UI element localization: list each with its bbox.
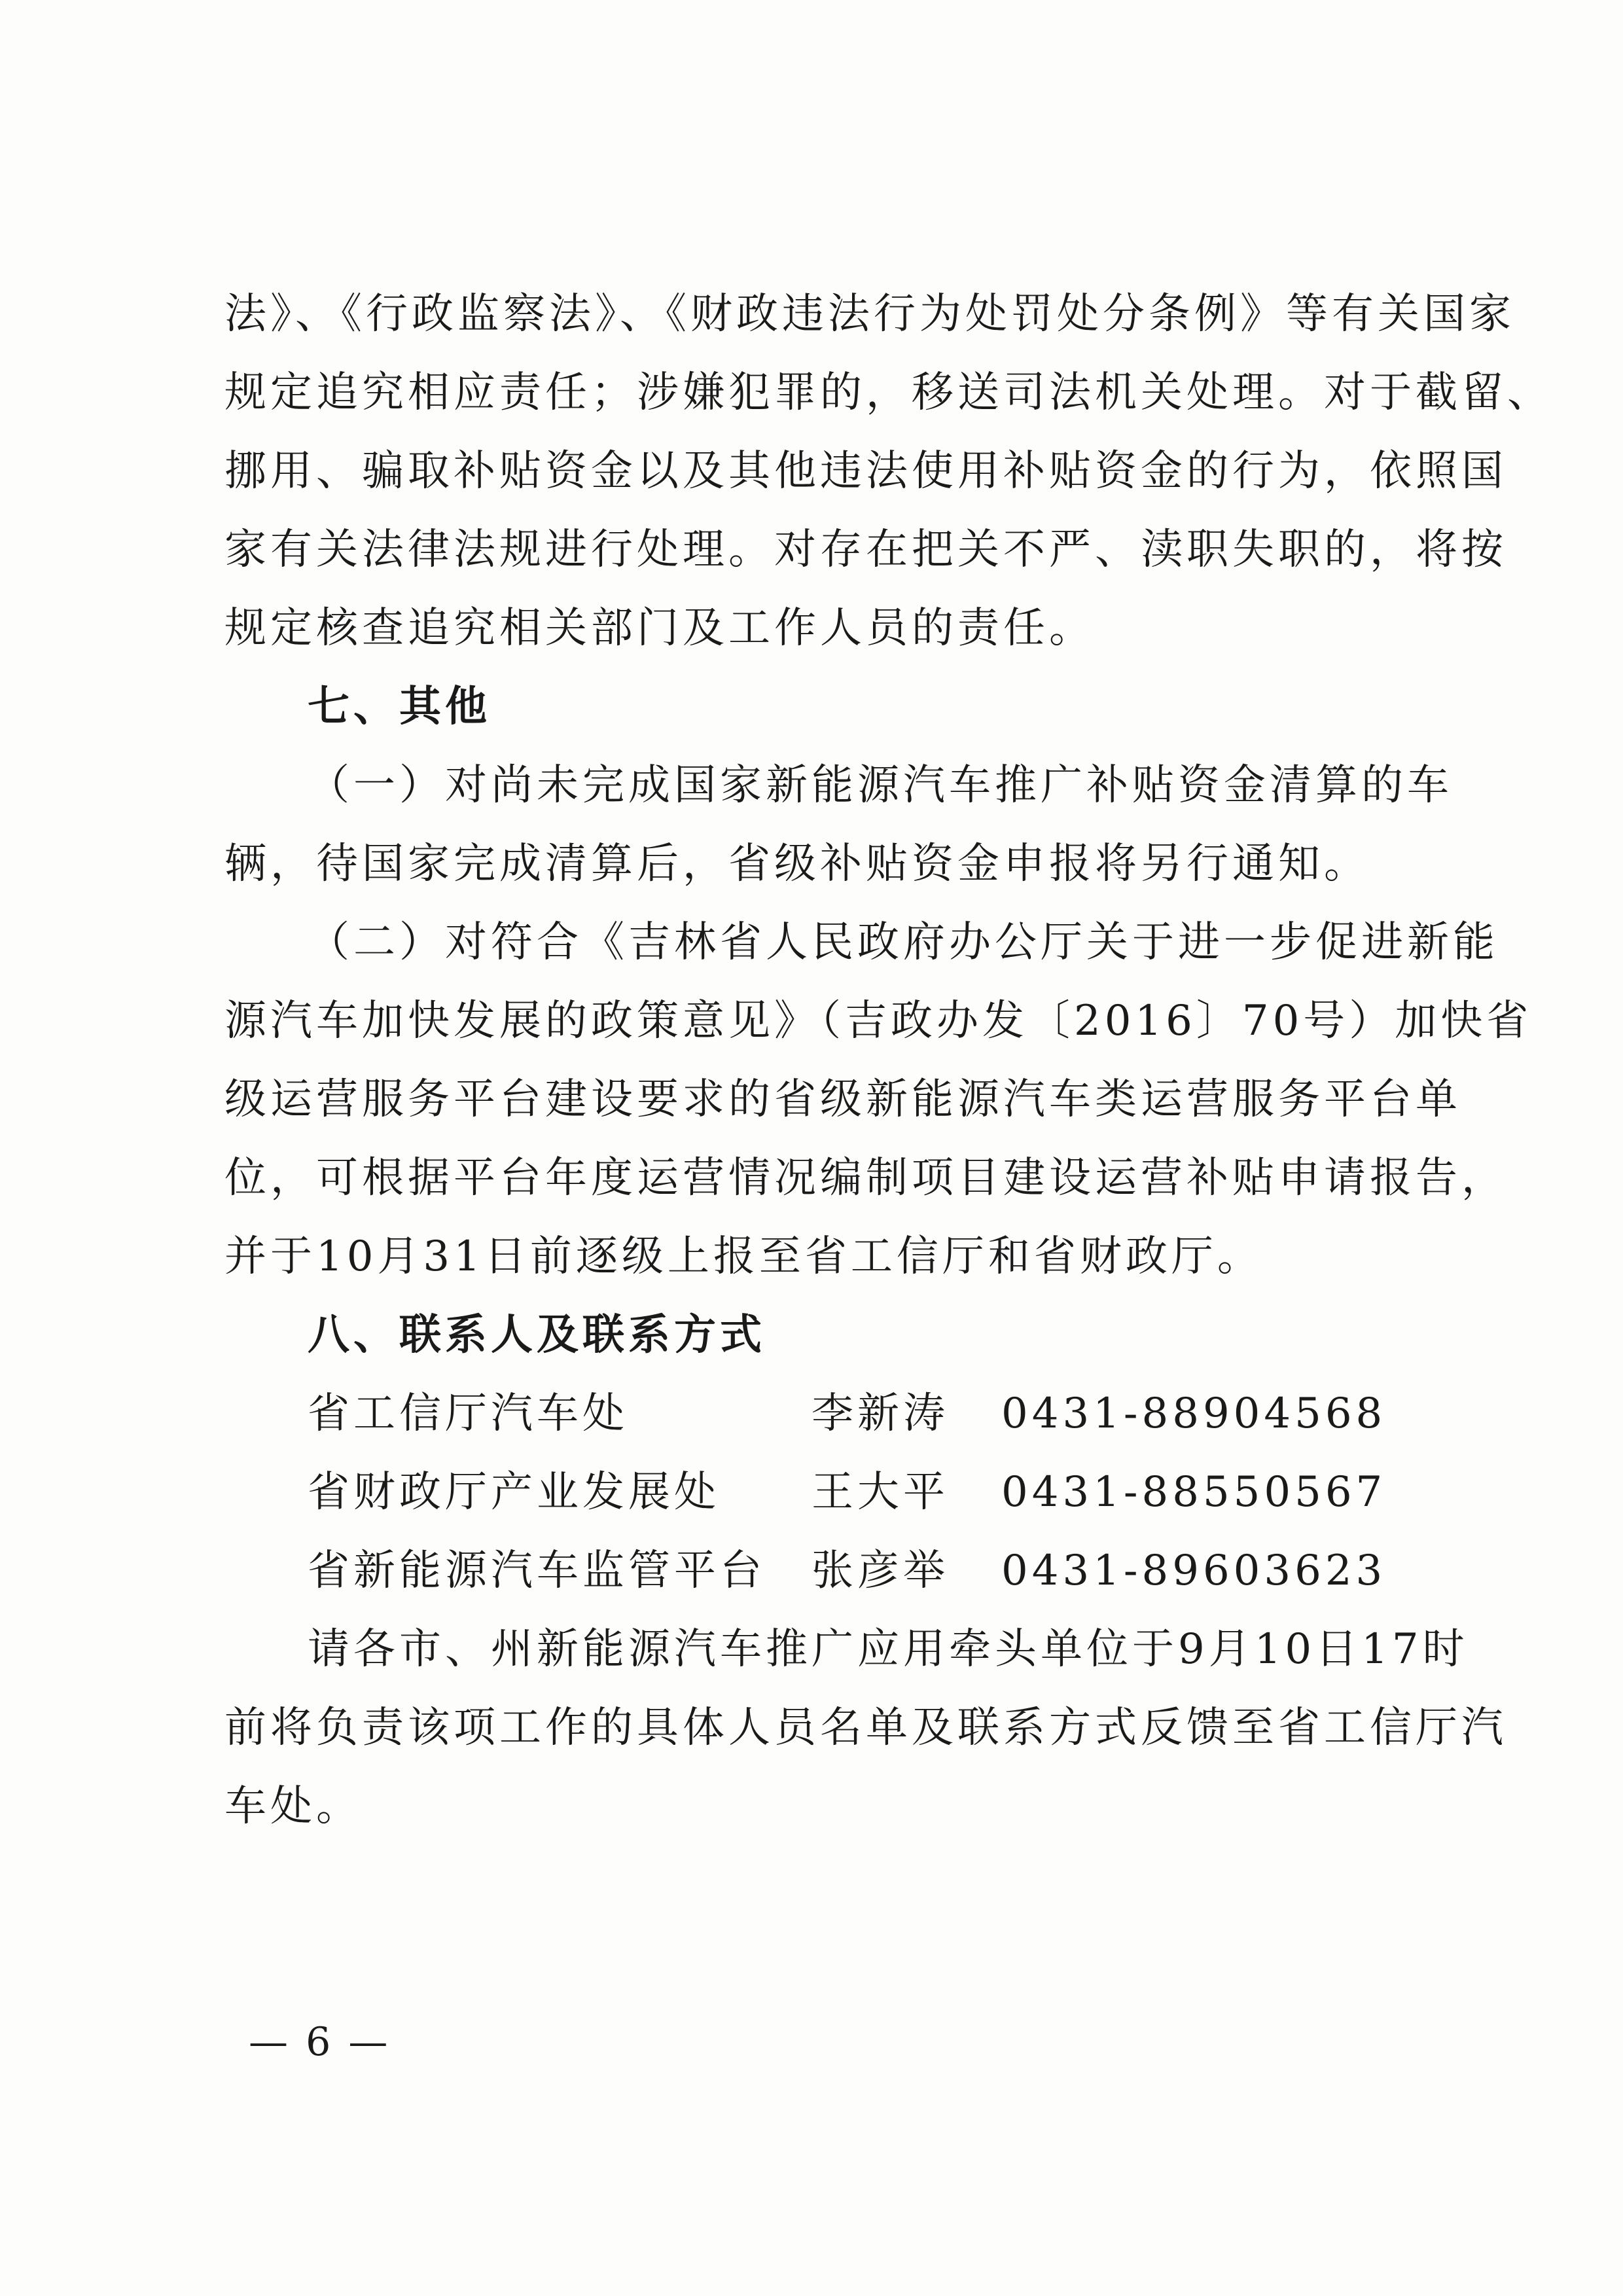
contact-name: 李新涛: [812, 1390, 949, 1438]
page-number: — 6 —: [249, 2019, 391, 2065]
contact-department: 省新能源汽车监管平台: [308, 1547, 766, 1595]
section-7-item-2-line-3: 级运营服务平台建设要求的省级新能源汽车类运营服务平台单: [224, 1075, 1461, 1124]
section-7-item-1-line-2: 辆，待国家完成清算后，省级补贴资金申报将另行通知。: [224, 840, 1370, 888]
section-7-item-2-line-1: （二）对符合《吉林省人民政府办公厅关于进一步促进新能: [308, 918, 1499, 967]
contact-phone: 0431-88904568: [1001, 1390, 1387, 1438]
closing-line-3: 车处。: [224, 1782, 362, 1831]
section-7-item-2-line-2: 源汽车加快发展的政策意见》（吉政办发〔2016〕70号）加快省: [224, 997, 1533, 1045]
section-8-heading: 八、联系人及联系方式: [308, 1310, 766, 1359]
contact-phone: 0431-88550567: [1001, 1468, 1387, 1516]
section-7-item-1-line-1: （一）对尚未完成国家新能源汽车推广补贴资金清算的车: [308, 761, 1453, 810]
contact-row: [308, 1388, 1420, 1440]
contact-department: 省工信厅汽车处: [308, 1390, 628, 1438]
contact-name: 张彦举: [812, 1547, 949, 1595]
contact-phone: 0431-89603623: [1001, 1547, 1387, 1595]
contact-row: [308, 1545, 1420, 1597]
paragraph-1-line-5: 规定核查追究相关部门及工作人员的责任。: [224, 604, 1095, 653]
section-7-item-2-line-5: 并于10月31日前逐级上报至省工信厅和省财政厅。: [224, 1232, 1263, 1281]
closing-line-2: 前将负责该项工作的具体人员名单及联系方式反馈至省工信厅汽: [224, 1704, 1507, 1752]
paragraph-1-line-2: 规定追究相应责任；涉嫌犯罪的，移送司法机关处理。对于截留、: [224, 368, 1553, 417]
paragraph-1-line-4: 家有关法律法规进行处理。对存在把关不严、渎职失职的，将按: [224, 526, 1507, 574]
contact-name: 王大平: [812, 1468, 949, 1516]
section-7-item-2-line-4: 位，可根据平台年度运营情况编制项目建设运营补贴申请报告，: [224, 1154, 1507, 1202]
paragraph-1-line-1: 法》、《行政监察法》、《财政违法行为处罚处分条例》等有关国家: [224, 290, 1515, 338]
contact-row: [308, 1466, 1420, 1518]
paragraph-1-line-3: 挪用、骗取补贴资金以及其他违法使用补贴资金的行为，依照国: [224, 447, 1507, 495]
contact-department: 省财政厅产业发展处: [308, 1468, 720, 1516]
section-7-heading: 七、其他: [308, 682, 491, 731]
closing-line-1: 请各市、州新能源汽车推广应用牵头单位于9月10日17时: [308, 1625, 1469, 1674]
